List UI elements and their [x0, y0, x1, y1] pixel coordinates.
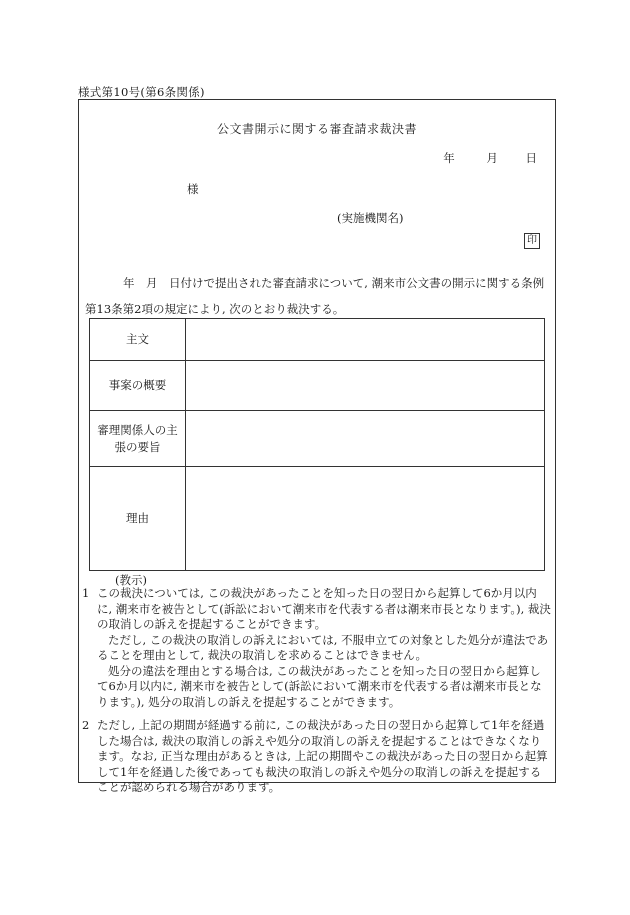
table-row — [90, 411, 545, 467]
row-label-main-text: 主文 — [90, 319, 186, 361]
agency-label: (実施機関名) — [337, 211, 404, 225]
decision-table — [89, 318, 545, 571]
row-label-parties-claims — [90, 411, 186, 467]
intro-line-2: 第13条第2項の規定により, 次のとおり裁決する。 — [85, 302, 345, 316]
notice-item-2-paragraph-1: ただし, 上記の期間が経過する前に, この裁決があった日の翌日から起算して1年を経過した場合は, 裁決の取消しの訴えや処分の取消しの訴えを提起することはできなくなります。なお, 正当な理由があるときは, 上記の期間やこの裁決があった日の翌日から起算して1年を経過した後であっても裁決の取消しの訴えや処分の取消しの訴えを提起することが認められる場合があります。 — [97, 718, 548, 794]
notice-item-1-paragraph-1: この裁決については, この裁決があったことを知った日の翌日から起算して6か月以内に, 潮来市を被告として(訴訟において潮来市を代表する者は潮来市長となります。), 裁決の取消しの訴えを提起することができます。 — [97, 586, 551, 631]
table-row — [90, 361, 545, 411]
document-title: 公文書開示に関する審査請求裁決書 — [216, 122, 417, 136]
parties-claims-cell — [186, 411, 545, 467]
row-label-reason: 理由 — [90, 467, 186, 571]
table-row — [90, 319, 545, 361]
recipient-suffix: 様 — [187, 182, 199, 196]
form-box — [78, 99, 556, 794]
form-number: 様式第10号(第6条関係) — [78, 85, 205, 99]
intro-line-1: 年 月 日付けで提出された審査請求について, 潮来市公文書の開示に関する条例 — [123, 276, 545, 290]
notice-item-2-number: 2 — [82, 718, 90, 732]
reason-cell — [186, 467, 545, 571]
intro-text — [85, 270, 547, 322]
notice-item-1-number: 1 — [82, 586, 90, 600]
day-label: 日 — [525, 151, 537, 165]
notice-section — [82, 586, 551, 796]
notice-item-1 — [82, 586, 551, 710]
notice-item-1-content — [97, 586, 551, 710]
notice-item-2 — [82, 718, 551, 796]
date-row — [443, 150, 537, 166]
year-label: 年 — [443, 151, 455, 165]
notice-item-1-paragraph-3: 処分の違法を理由とする場合は, この裁決があったことを知った日の翌日から起算して6か月以内に, 潮来市を被告として(訴訟において潮来市を代表する者は潮来市長となります。), 処分の取消しの訴えを提起することができます。 — [97, 663, 542, 709]
row-label-case-summary: 事案の概要 — [90, 361, 186, 411]
notice-item-1-paragraph-2: ただし, この裁決の取消しの訴えにおいては, 不服申立ての対象とした処分が違法であることを理由として, 裁決の取消しを求めることはできません。 — [97, 632, 549, 662]
notice-item-2-content — [97, 718, 551, 796]
table-row — [90, 467, 545, 571]
row-label-parties-claims-line1: 審理関係人の主 — [97, 422, 178, 437]
main-text-cell — [186, 319, 545, 361]
seal-icon: 印 — [524, 233, 540, 249]
month-label: 月 — [486, 151, 498, 165]
notice-title: (教示) — [115, 573, 147, 587]
row-label-parties-claims-line2: 張の要旨 — [114, 439, 161, 454]
case-summary-cell — [186, 361, 545, 411]
